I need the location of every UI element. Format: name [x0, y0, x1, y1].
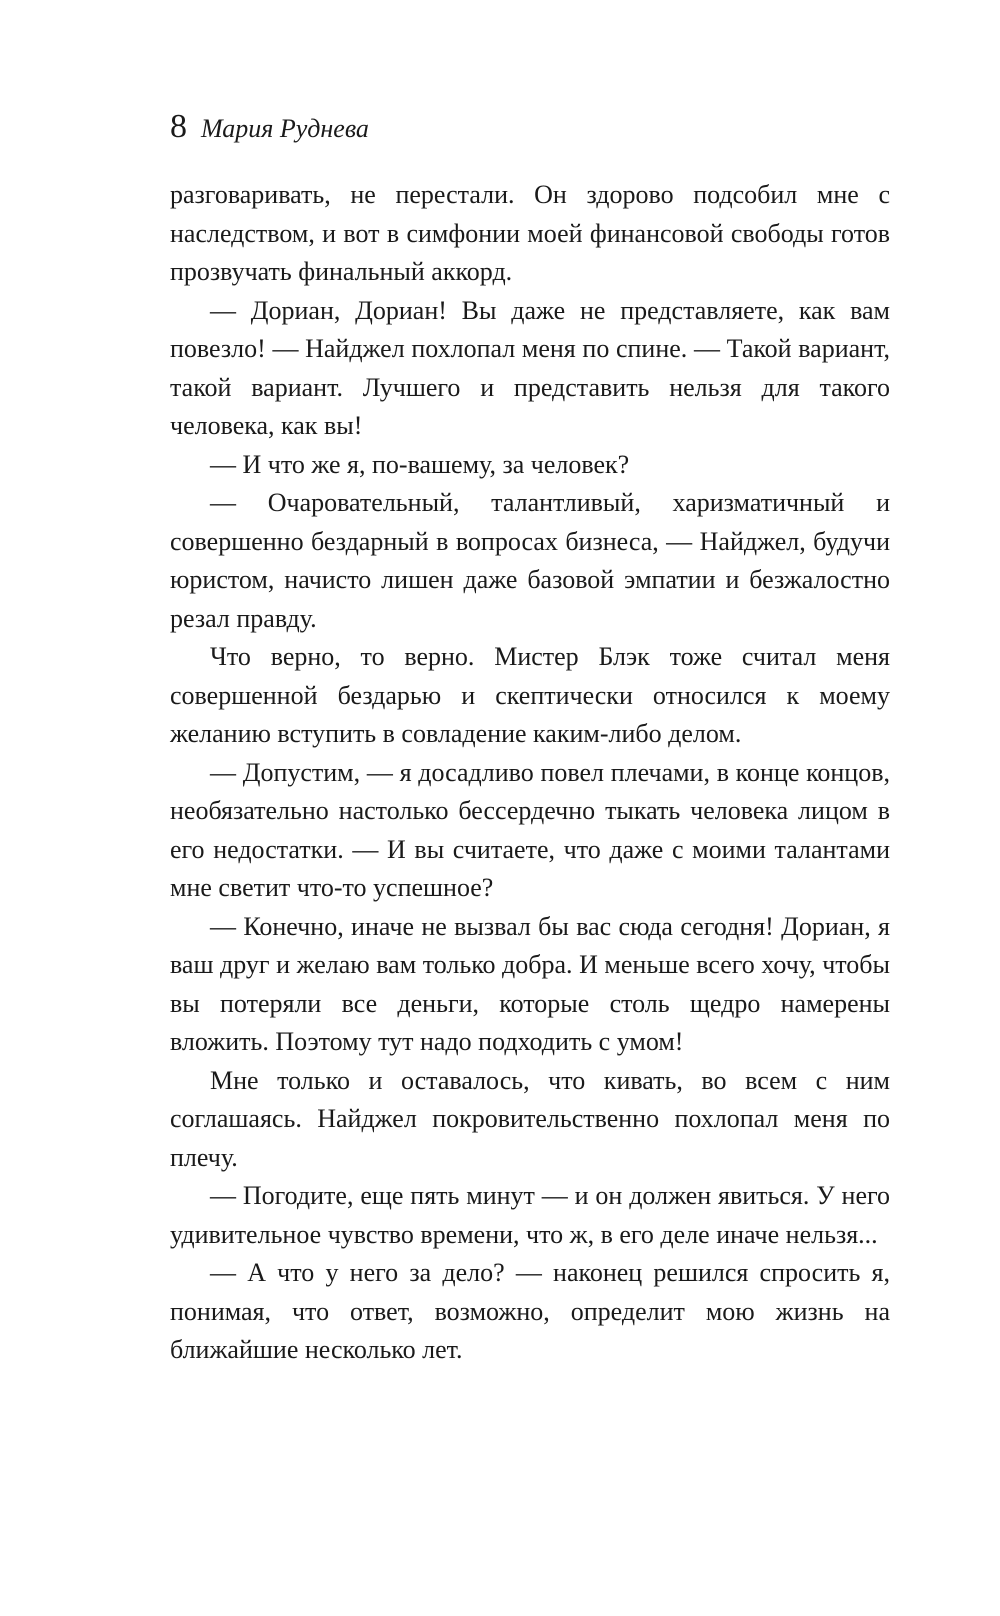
running-head-author: Мария Руднева [201, 114, 369, 143]
paragraph: — И что же я, по-вашему, за человек? [210, 449, 630, 479]
page-number: 8 [170, 108, 187, 145]
paragraph: — Очаровательный, талантливый, харизматичный и совершенно бездарный в вопросах бизнеса, — Найджел, будучи юристом, начисто лишен даже базовой эмпатии и безжалостно резал правду. [170, 488, 890, 633]
paragraph: — А что у него за дело? — наконец решился спросить я, понимая, что ответ, возможно, определит мою жизнь на ближайшие несколько лет. [170, 1258, 890, 1364]
paragraph: — Конечно, иначе не вызвал бы вас сюда сегодня! Дориан, я ваш друг и желаю вам только добра. И меньше всего хочу, чтобы вы потеряли все деньги, которые столь щедро намерены вложить. Поэтому тут надо подходить с умом! [170, 911, 890, 1056]
paragraph: Что верно, то верно. Мистер Блэк тоже считал меня совершенной бездарью и скептически относился к моему желанию вступить в совладение каким-либо делом. [170, 642, 890, 748]
paragraph: Мне только и оставалось, что кивать, во всем с ним соглашаясь. Найджел покровительственно похлопал меня по плечу. [170, 1065, 890, 1172]
paragraph: — Допустим, — я досадливо повел плечами, в конце концов, необязательно настолько бессердечно тыкать человека лицом в его недостатки. — И вы считаете, что даже с моими талантами мне светит что-то успешное? [170, 757, 890, 902]
paragraph: — Дориан, Дориан! Вы даже не представляете, как вам повезло! — Найджел похлопал меня по спине. — Такой вариант, такой вариант. Лучшего и представить нельзя для такого человека, как вы! [170, 295, 890, 440]
paragraph: — Погодите, еще пять минут — и он должен явиться. У него удивительное чувство времени, что ж, в его деле иначе нельзя... [170, 1181, 890, 1249]
body-text [170, 176, 890, 1370]
paragraph: разговаривать, не перестали. Он здорово подсобил мне с наследством, и вот в симфонии моей финансовой свободы готов прозвучать финальный аккорд. [170, 180, 890, 286]
page-header [170, 108, 369, 146]
